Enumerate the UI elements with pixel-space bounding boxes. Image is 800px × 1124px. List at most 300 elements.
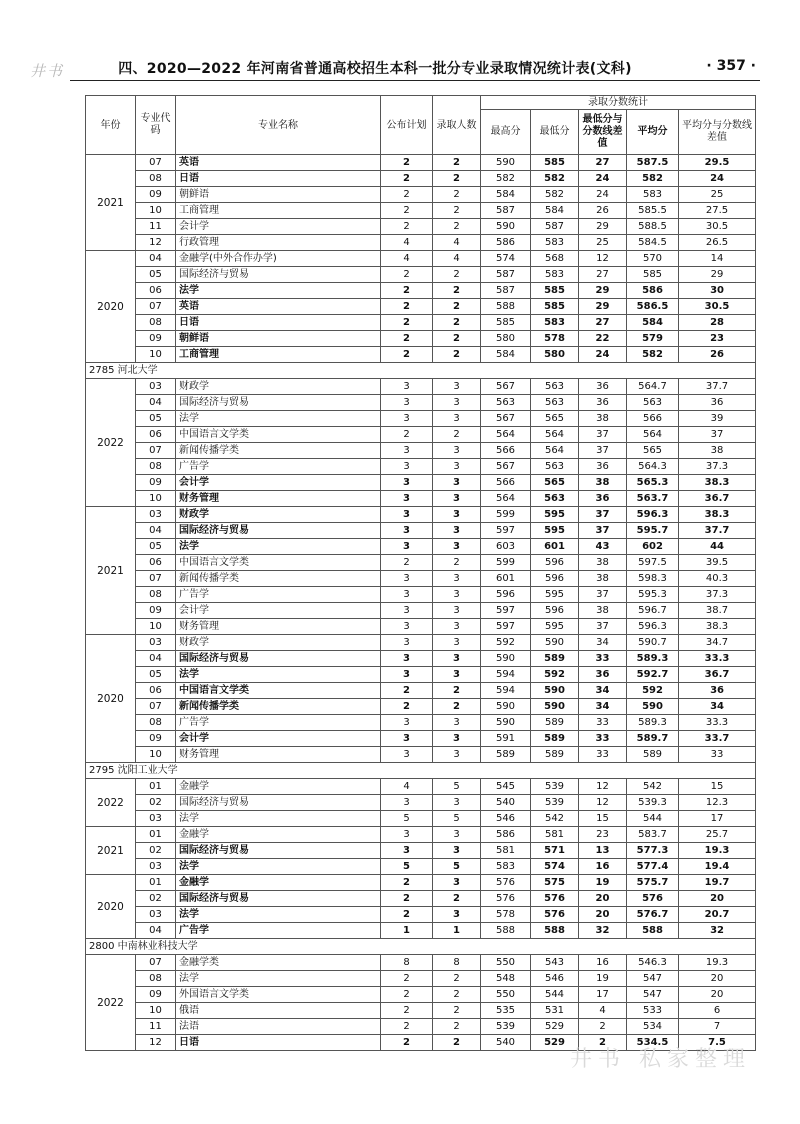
cell-avg-diff: 38.3 [679, 475, 756, 491]
cell-plan: 3 [381, 395, 433, 411]
cell-min: 565 [531, 475, 579, 491]
cell-plan: 2 [381, 331, 433, 347]
cell-plan: 1 [381, 923, 433, 939]
cell-min-diff: 2 [579, 1035, 627, 1051]
institution-row [86, 363, 756, 379]
table-row [86, 603, 756, 619]
cell-plan: 2 [381, 555, 433, 571]
cell-admitted: 2 [433, 1003, 481, 1019]
cell-code: 07 [136, 571, 176, 587]
cell-min-diff: 24 [579, 347, 627, 363]
table-row [86, 539, 756, 555]
table-row [86, 171, 756, 187]
cell-avg-diff: 24 [679, 171, 756, 187]
cell-plan: 3 [381, 459, 433, 475]
cell-plan: 3 [381, 715, 433, 731]
cell-name: 工商管理 [176, 347, 381, 363]
table-row [86, 795, 756, 811]
cell-min-diff: 36 [579, 379, 627, 395]
cell-avg: 547 [627, 987, 679, 1003]
cell-avg-diff: 40.3 [679, 571, 756, 587]
cell-min-diff: 32 [579, 923, 627, 939]
cell-avg: 546.3 [627, 955, 679, 971]
cell-min: 595 [531, 523, 579, 539]
table-row [86, 379, 756, 395]
cell-avg-diff: 6 [679, 1003, 756, 1019]
cell-admitted: 3 [433, 667, 481, 683]
cell-max: 548 [481, 971, 531, 987]
cell-min-diff: 25 [579, 235, 627, 251]
cell-avg: 602 [627, 539, 679, 555]
cell-avg-diff: 19.3 [679, 955, 756, 971]
cell-plan: 2 [381, 891, 433, 907]
cell-min-diff: 20 [579, 891, 627, 907]
cell-min-diff: 17 [579, 987, 627, 1003]
cell-avg: 598.3 [627, 571, 679, 587]
cell-admitted: 1 [433, 923, 481, 939]
cell-name: 外国语言文学类 [176, 987, 381, 1003]
cell-name: 法学 [176, 539, 381, 555]
cell-avg-diff: 30.5 [679, 299, 756, 315]
institution-row [86, 763, 756, 779]
cell-admitted: 3 [433, 747, 481, 763]
cell-min-diff: 12 [579, 795, 627, 811]
cell-max: 597 [481, 523, 531, 539]
cell-code: 04 [136, 651, 176, 667]
cell-admitted: 2 [433, 203, 481, 219]
cell-avg-diff: 20 [679, 987, 756, 1003]
cell-min-diff: 38 [579, 475, 627, 491]
cell-code: 02 [136, 891, 176, 907]
cell-min: 563 [531, 395, 579, 411]
cell-code: 08 [136, 459, 176, 475]
cell-max: 590 [481, 651, 531, 667]
cell-admitted: 3 [433, 875, 481, 891]
cell-name: 行政管理 [176, 235, 381, 251]
cell-min: 590 [531, 699, 579, 715]
table-row [86, 155, 756, 171]
cell-admitted: 8 [433, 955, 481, 971]
table-row [86, 299, 756, 315]
cell-code: 11 [136, 219, 176, 235]
cell-min: 568 [531, 251, 579, 267]
cell-min: 589 [531, 731, 579, 747]
cell-avg-diff: 30.5 [679, 219, 756, 235]
table-row [86, 411, 756, 427]
cell-avg: 588 [627, 923, 679, 939]
cell-min: 584 [531, 203, 579, 219]
cell-code: 01 [136, 875, 176, 891]
cell-name: 英语 [176, 299, 381, 315]
cell-min-diff: 27 [579, 315, 627, 331]
cell-avg: 563.7 [627, 491, 679, 507]
table-row [86, 187, 756, 203]
cell-min-diff: 37 [579, 523, 627, 539]
cell-min: 546 [531, 971, 579, 987]
cell-min-diff: 37 [579, 507, 627, 523]
cell-max: 596 [481, 587, 531, 603]
cell-avg: 592 [627, 683, 679, 699]
cell-max: 576 [481, 875, 531, 891]
cell-avg: 564 [627, 427, 679, 443]
cell-avg: 579 [627, 331, 679, 347]
cell-max: 590 [481, 155, 531, 171]
cell-min: 543 [531, 955, 579, 971]
table-row [86, 475, 756, 491]
table-row [86, 731, 756, 747]
cell-admitted: 3 [433, 827, 481, 843]
cell-avg-diff: 34 [679, 699, 756, 715]
cell-max: 566 [481, 443, 531, 459]
cell-avg-diff: 27.5 [679, 203, 756, 219]
cell-avg-diff: 37.3 [679, 587, 756, 603]
table-row [86, 667, 756, 683]
table-row [86, 619, 756, 635]
cell-min-diff: 27 [579, 155, 627, 171]
cell-plan: 2 [381, 187, 433, 203]
cell-avg-diff: 30 [679, 283, 756, 299]
cell-admitted: 3 [433, 795, 481, 811]
cell-code: 03 [136, 379, 176, 395]
cell-plan: 3 [381, 411, 433, 427]
cell-admitted: 2 [433, 347, 481, 363]
cell-code: 04 [136, 523, 176, 539]
cell-min: 589 [531, 715, 579, 731]
cell-min: 563 [531, 379, 579, 395]
cell-min-diff: 34 [579, 635, 627, 651]
cell-avg: 596.7 [627, 603, 679, 619]
cell-name: 英语 [176, 155, 381, 171]
cell-min-diff: 19 [579, 875, 627, 891]
cell-plan: 2 [381, 971, 433, 987]
cell-avg-diff: 33 [679, 747, 756, 763]
cell-min-diff: 36 [579, 459, 627, 475]
cell-min: 590 [531, 635, 579, 651]
cell-avg-diff: 38.3 [679, 619, 756, 635]
cell-name: 中国语言文学类 [176, 555, 381, 571]
cell-plan: 2 [381, 299, 433, 315]
cell-min: 539 [531, 795, 579, 811]
cell-min-diff: 38 [579, 571, 627, 587]
cell-max: 597 [481, 619, 531, 635]
year-cell: 2022 [86, 955, 136, 1051]
cell-max: 599 [481, 555, 531, 571]
col-header-stats-group: 录取分数统计 [481, 96, 756, 110]
col-header-year: 年份 [86, 96, 136, 155]
table-row [86, 1003, 756, 1019]
admission-table [85, 95, 756, 1051]
page-title: 四、2020—2022 年河南省普通高校招生本科一批分专业录取情况统计表(文科) [118, 61, 632, 77]
cell-plan: 3 [381, 539, 433, 555]
cell-plan: 3 [381, 491, 433, 507]
year-cell: 2022 [86, 379, 136, 507]
cell-code: 07 [136, 699, 176, 715]
cell-avg: 533 [627, 1003, 679, 1019]
cell-admitted: 2 [433, 971, 481, 987]
cell-name: 法学 [176, 859, 381, 875]
cell-code: 03 [136, 507, 176, 523]
cell-max: 592 [481, 635, 531, 651]
cell-avg: 565 [627, 443, 679, 459]
cell-min-diff: 12 [579, 251, 627, 267]
cell-name: 会计学 [176, 603, 381, 619]
table-row [86, 1019, 756, 1035]
cell-name: 新闻传播学类 [176, 571, 381, 587]
cell-avg: 566 [627, 411, 679, 427]
cell-name: 新闻传播学类 [176, 443, 381, 459]
cell-plan: 3 [381, 731, 433, 747]
col-header-plan: 公布计划 [381, 96, 433, 155]
cell-admitted: 2 [433, 427, 481, 443]
cell-code: 10 [136, 491, 176, 507]
cell-max: 586 [481, 235, 531, 251]
table-row [86, 331, 756, 347]
cell-plan: 2 [381, 987, 433, 1003]
cell-code: 06 [136, 283, 176, 299]
cell-min-diff: 36 [579, 491, 627, 507]
cell-max: 580 [481, 331, 531, 347]
cell-min: 596 [531, 571, 579, 587]
cell-name: 法学 [176, 411, 381, 427]
cell-avg: 534.5 [627, 1035, 679, 1051]
cell-name: 金融学 [176, 875, 381, 891]
cell-avg-diff: 33.3 [679, 715, 756, 731]
cell-name: 财政学 [176, 635, 381, 651]
cell-min: 601 [531, 539, 579, 555]
cell-min: 583 [531, 267, 579, 283]
cell-admitted: 3 [433, 459, 481, 475]
cell-avg-diff: 29.5 [679, 155, 756, 171]
cell-code: 03 [136, 859, 176, 875]
cell-min: 589 [531, 651, 579, 667]
cell-min: 564 [531, 427, 579, 443]
cell-admitted: 3 [433, 651, 481, 667]
table-body [86, 155, 756, 1051]
table-row [86, 955, 756, 971]
cell-name: 日语 [176, 171, 381, 187]
cell-max: 564 [481, 427, 531, 443]
cell-avg: 589.3 [627, 651, 679, 667]
cell-name: 法学 [176, 971, 381, 987]
cell-max: 591 [481, 731, 531, 747]
cell-plan: 2 [381, 875, 433, 891]
institution-name: 2785 河北大学 [86, 363, 756, 379]
footer-watermark: 井书 私家整理 [570, 1047, 751, 1072]
cell-code: 08 [136, 315, 176, 331]
cell-plan: 3 [381, 667, 433, 683]
cell-name: 会计学 [176, 731, 381, 747]
cell-max: 599 [481, 507, 531, 523]
cell-max: 583 [481, 859, 531, 875]
cell-avg: 583 [627, 187, 679, 203]
cell-code: 02 [136, 795, 176, 811]
cell-name: 国际经济与贸易 [176, 843, 381, 859]
publisher-logo: 井书 [30, 62, 65, 80]
cell-min-diff: 37 [579, 587, 627, 603]
cell-avg-diff: 17 [679, 811, 756, 827]
cell-avg-diff: 29 [679, 267, 756, 283]
cell-name: 国际经济与贸易 [176, 395, 381, 411]
cell-admitted: 2 [433, 187, 481, 203]
cell-min-diff: 43 [579, 539, 627, 555]
cell-plan: 3 [381, 587, 433, 603]
cell-min: 576 [531, 891, 579, 907]
cell-avg: 534 [627, 1019, 679, 1035]
cell-min-diff: 19 [579, 971, 627, 987]
cell-name: 朝鲜语 [176, 187, 381, 203]
cell-avg: 586 [627, 283, 679, 299]
cell-max: 594 [481, 683, 531, 699]
cell-admitted: 2 [433, 283, 481, 299]
cell-min-diff: 36 [579, 395, 627, 411]
cell-plan: 3 [381, 635, 433, 651]
cell-avg: 595.7 [627, 523, 679, 539]
cell-admitted: 3 [433, 603, 481, 619]
cell-name: 中国语言文学类 [176, 683, 381, 699]
cell-min: 564 [531, 443, 579, 459]
table-row [86, 507, 756, 523]
cell-plan: 2 [381, 315, 433, 331]
cell-plan: 3 [381, 619, 433, 635]
table-row [86, 699, 756, 715]
cell-plan: 2 [381, 427, 433, 443]
cell-max: 550 [481, 987, 531, 1003]
cell-min-diff: 37 [579, 427, 627, 443]
cell-min-diff: 20 [579, 907, 627, 923]
cell-code: 09 [136, 187, 176, 203]
cell-code: 09 [136, 987, 176, 1003]
cell-code: 07 [136, 155, 176, 171]
cell-name: 财务管理 [176, 747, 381, 763]
cell-min: 578 [531, 331, 579, 347]
table-row [86, 651, 756, 667]
cell-max: 582 [481, 171, 531, 187]
cell-plan: 2 [381, 347, 433, 363]
cell-name: 日语 [176, 1035, 381, 1051]
cell-min: 585 [531, 155, 579, 171]
cell-code: 01 [136, 827, 176, 843]
cell-min-diff: 29 [579, 219, 627, 235]
cell-avg-diff: 15 [679, 779, 756, 795]
table-row [86, 827, 756, 843]
cell-min: 587 [531, 219, 579, 235]
cell-admitted: 4 [433, 251, 481, 267]
table-row [86, 907, 756, 923]
cell-max: 550 [481, 955, 531, 971]
cell-avg: 542 [627, 779, 679, 795]
cell-min-diff: 15 [579, 811, 627, 827]
cell-max: 603 [481, 539, 531, 555]
cell-avg: 589.7 [627, 731, 679, 747]
institution-row [86, 939, 756, 955]
cell-plan: 2 [381, 1019, 433, 1035]
cell-max: 584 [481, 187, 531, 203]
cell-avg-diff: 12.3 [679, 795, 756, 811]
col-header-admitted: 录取人数 [433, 96, 481, 155]
cell-plan: 3 [381, 843, 433, 859]
cell-max: 581 [481, 843, 531, 859]
cell-admitted: 3 [433, 571, 481, 587]
cell-code: 04 [136, 923, 176, 939]
page-header [30, 54, 760, 81]
cell-admitted: 3 [433, 619, 481, 635]
cell-avg: 596.3 [627, 619, 679, 635]
cell-code: 03 [136, 811, 176, 827]
cell-avg-diff: 33.3 [679, 651, 756, 667]
cell-avg: 570 [627, 251, 679, 267]
cell-name: 法学 [176, 907, 381, 923]
cell-avg: 587.5 [627, 155, 679, 171]
cell-admitted: 3 [433, 539, 481, 555]
cell-avg-diff: 39 [679, 411, 756, 427]
table-row [86, 283, 756, 299]
cell-avg: 584.5 [627, 235, 679, 251]
cell-max: 576 [481, 891, 531, 907]
cell-max: 586 [481, 827, 531, 843]
cell-min-diff: 33 [579, 731, 627, 747]
cell-max: 545 [481, 779, 531, 795]
cell-name: 中国语言文学类 [176, 427, 381, 443]
cell-code: 09 [136, 731, 176, 747]
cell-code: 04 [136, 251, 176, 267]
cell-code: 10 [136, 1003, 176, 1019]
cell-avg-diff: 20 [679, 891, 756, 907]
col-header-min: 最低分 [531, 110, 579, 155]
cell-name: 法学 [176, 667, 381, 683]
cell-avg-diff: 36 [679, 395, 756, 411]
cell-min-diff: 33 [579, 715, 627, 731]
cell-avg-diff: 33.7 [679, 731, 756, 747]
cell-admitted: 3 [433, 635, 481, 651]
cell-admitted: 3 [433, 443, 481, 459]
cell-avg-diff: 38 [679, 443, 756, 459]
cell-code: 08 [136, 971, 176, 987]
cell-min: 565 [531, 411, 579, 427]
cell-admitted: 3 [433, 715, 481, 731]
cell-max: 590 [481, 699, 531, 715]
cell-min-diff: 36 [579, 667, 627, 683]
cell-min-diff: 12 [579, 779, 627, 795]
admission-table-container [85, 95, 755, 1051]
cell-name: 广告学 [176, 459, 381, 475]
cell-admitted: 2 [433, 267, 481, 283]
cell-avg: 565.3 [627, 475, 679, 491]
cell-code: 03 [136, 635, 176, 651]
cell-min-diff: 37 [579, 619, 627, 635]
cell-avg: 576.7 [627, 907, 679, 923]
table-row [86, 779, 756, 795]
cell-min: 585 [531, 283, 579, 299]
cell-name: 金融学 [176, 779, 381, 795]
cell-code: 04 [136, 395, 176, 411]
cell-min: 590 [531, 683, 579, 699]
cell-min-diff: 33 [579, 747, 627, 763]
cell-max: 564 [481, 491, 531, 507]
cell-max: 566 [481, 475, 531, 491]
table-row [86, 811, 756, 827]
cell-avg-diff: 38.3 [679, 507, 756, 523]
table-row [86, 491, 756, 507]
cell-avg-diff: 37.7 [679, 379, 756, 395]
year-cell: 2020 [86, 635, 136, 763]
cell-plan: 3 [381, 747, 433, 763]
cell-admitted: 2 [433, 555, 481, 571]
cell-avg-diff: 34.7 [679, 635, 756, 651]
cell-name: 金融学(中外合作办学) [176, 251, 381, 267]
cell-plan: 3 [381, 475, 433, 491]
cell-code: 05 [136, 539, 176, 555]
cell-plan: 3 [381, 795, 433, 811]
